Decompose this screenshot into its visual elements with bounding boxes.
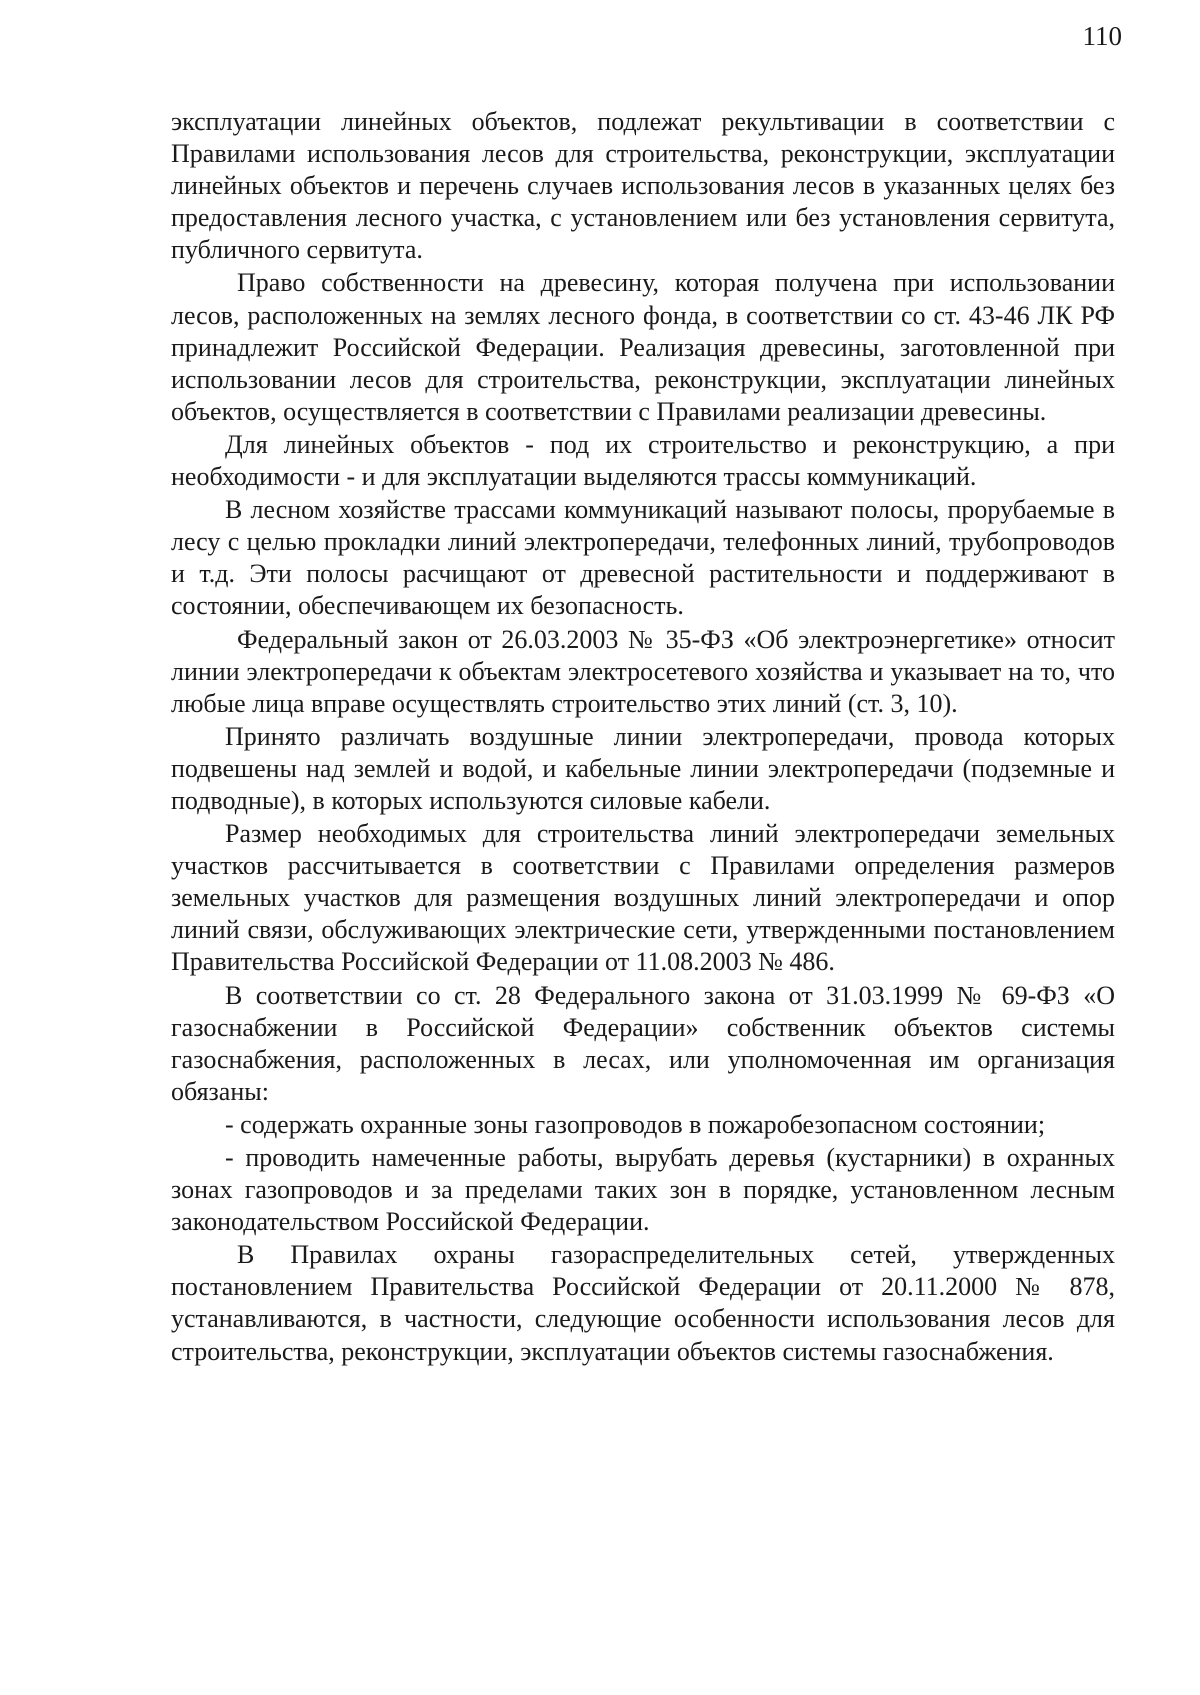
- paragraph-route-definition: В лесном хозяйстве трассами коммуникаций называют полосы, прорубаемые в лесу с целью прокладки линий электропередачи, телефонных линий, трубопроводов и т.д. Эти полосы расчищают от древесной растительности и поддерживают в состоянии, обеспечивающем их безопасность.: [171, 495, 1115, 621]
- paragraph-gas-supply-law: В соответствии со ст. 28 Федерального закона от 31.03.1999 № 69-ФЗ «О газоснабжении в Российской Федерации» собственник объектов системы газоснабжения, расположенных в лесах, или уполномоченная им организация обязаны:: [171, 980, 1115, 1106]
- paragraph-power-line-types: Принято различать воздушные линии электропередачи, провода которых подвешены над землей и водой, и кабельные линии электропередачи (подземные и подводные), в которых используются силовые кабели.: [171, 721, 1115, 815]
- page-number: 110: [1082, 21, 1122, 51]
- list-item-fire-safe-zones: - содержать охранные зоны газопроводов в пожаробезопасном состоянии;: [225, 1109, 1046, 1139]
- document-body: [171, 106, 1115, 1368]
- paragraph-land-plot-size: Размер необходимых для строительства линий электропередачи земельных участков рассчитывается в соответствии с Правилами определения размеров земельных участков для размещения воздушных линий электропередачи и опор линий связи, обслуживающих электрические сети, утвержденными постановлением Правительства Российской Федерации от 11.08.2003 № 486.: [171, 819, 1115, 977]
- paragraph-communication-routes: Для линейных объектов - под их строительство и реконструкцию, а при необходимости - и для эксплуатации выделяются трассы коммуникаций.: [171, 429, 1115, 492]
- paragraph-linear-objects-reclamation: эксплуатации линейных объектов, подлежат рекультивации в соответствии с Правилами использования лесов для строительства, реконструкции, эксплуатации линейных объектов и перечень случаев использования лесов в указанных целях без предоставления лесного участка, с установлением или без установления сервитута, публичного сервитута.: [171, 107, 1115, 265]
- paragraph-electricity-law: Федеральный закон от 26.03.2003 № 35-ФЗ «Об электроэнергетике» относит линии электропередачи к объектам электросетевого хозяйства и указывает на то, что любые лица вправе осуществлять строительство этих линий (ст. 3, 10).: [171, 624, 1115, 718]
- list-item-tree-felling: - проводить намеченные работы, вырубать деревья (кустарники) в охранных зонах газопроводов и за пределами таких зон в порядке, установленном лесным законодательством Российской Федерации.: [171, 1143, 1115, 1237]
- paragraph-gas-network-rules: В Правилах охраны газораспределительных сетей, утвержденных постановлением Правительства Российской Федерации от 20.11.2000 № 878, устанавливаются, в частности, следующие особенности использования лесов для строительства, реконструкции, эксплуатации объектов системы газоснабжения.: [171, 1240, 1115, 1366]
- paragraph-timber-ownership: Право собственности на древесину, которая получена при использовании лесов, расположенных на землях лесного фонда, в соответствии со ст. 43-46 ЛК РФ принадлежит Российской Федерации. Реализация древесины, заготовленной при использовании лесов для строительства, реконструкции, эксплуатации линейных объектов, осуществляется в соответствии с Правилами реализации древесины.: [171, 268, 1115, 426]
